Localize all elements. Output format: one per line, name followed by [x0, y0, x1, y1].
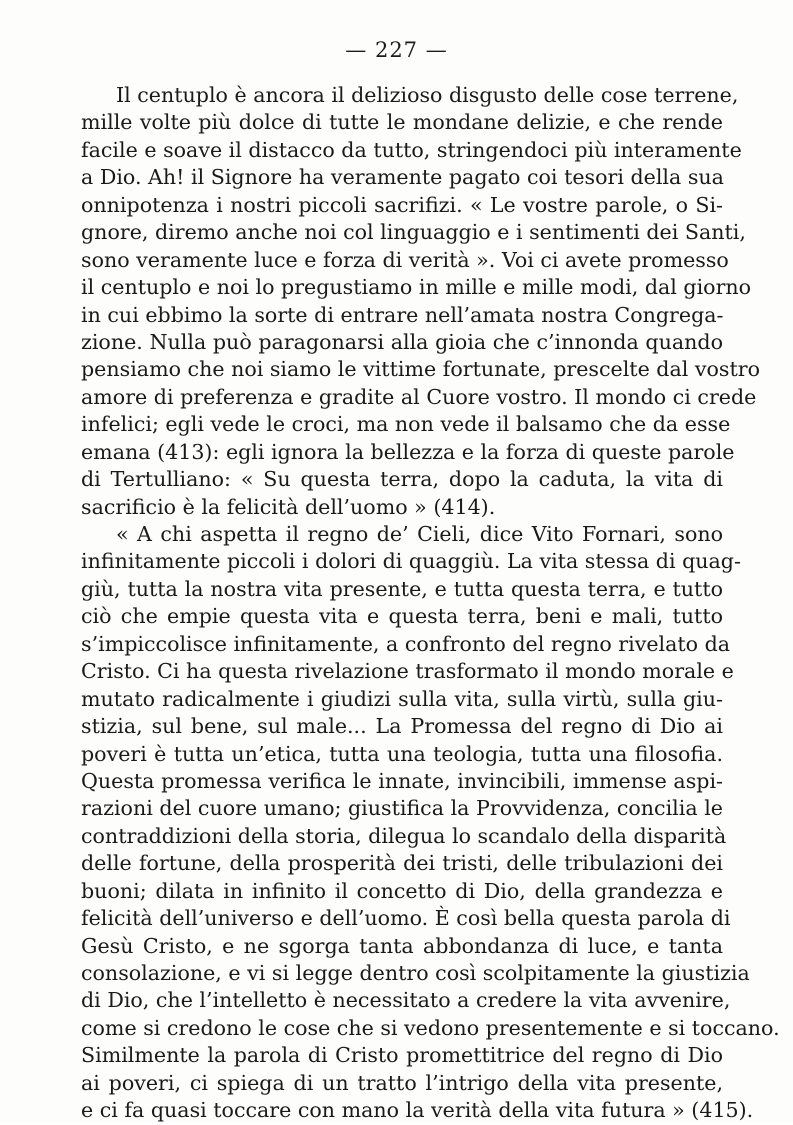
page-number: — 227 — [345, 38, 448, 62]
text-line: sono veramente luce e forza di verità ». Voi ci avete promesso [81, 247, 729, 272]
text-line: di Dio, che l’intelletto è necessitato a credere la vita avvenire, [81, 988, 731, 1013]
text-line: onnipotenza i nostri piccoli sacrifizi. « Le vostre parole, o Si- [81, 192, 723, 217]
text-line: di Tertulliano: « Su questa terra, dopo la caduta, la vita di [81, 467, 723, 492]
text-line: e ci fa quasi toccare con mano la verità della vita futura » (415). [81, 1098, 754, 1123]
text-line: delle fortune, della prosperità dei tristi, delle tribulazioni dei [81, 851, 723, 876]
text-line: Gesù Cristo, e ne sgorga tanta abbondanza di luce, e tanta [81, 933, 723, 958]
text-line: Il centuplo è ancora il delizioso disgusto delle cose terrene, [116, 83, 739, 107]
text-line: s’impiccolisce infinitamente, a confronto del regno rivelato da [81, 631, 731, 656]
text-line: facile e soave il distacco da tutto, stringendoci più interamente [81, 137, 742, 162]
text-line: ai poveri, ci spiega di un tratto l’intrigo della vita presente, [81, 1070, 723, 1095]
text-line: felicità dell’universo e dell’uomo. È così bella questa parola di [81, 906, 731, 931]
text-line: gnore, diremo anche noi col linguaggio e i sentimenti dei Santi, [81, 220, 746, 245]
text-line: ciò che empie questa vita e questa terra, beni e mali, tutto [81, 604, 723, 629]
text-line: sacrificio è la felicità dell’uomo » (414). [81, 494, 496, 519]
text-line: Similmente la parola di Cristo promettitrice del regno di Dio [81, 1043, 723, 1068]
text-line: poveri è tutta un’etica, tutta una teologia, tutta una filosofia. [81, 741, 723, 766]
text-line: come si credono le cose che si vedono presentemente e si toccano. [81, 1015, 780, 1040]
text-line: « A chi aspetta il regno de’ Cieli, dice Vito Fornari, sono [116, 522, 723, 546]
text-line: infinitamente piccoli i dolori di quaggiù. La vita stessa di quag- [81, 549, 741, 574]
text-line: infelici; egli vede le croci, ma non vede il balsamo che da esse [81, 412, 731, 437]
text-line: giù, tutta la nostra vita presente, e tutta questa terra, e tutto [81, 576, 723, 601]
text-line: contraddizioni della storia, dilegua lo scandalo della disparità [81, 823, 727, 848]
paragraph-1 [81, 82, 761, 521]
text-line: Questa promessa verifica le innate, invincibili, immense aspi- [81, 768, 723, 793]
text-line: emana (413): egli ignora la bellezza e la forza di queste parole [81, 439, 735, 464]
text-line: Cristo. Ci ha questa rivelazione trasformato il mondo morale e [81, 659, 734, 684]
text-line: amore di preferenza e gradite al Cuore vostro. Il mondo ci crede [81, 384, 757, 409]
paragraph-2 [81, 521, 780, 1125]
text-line: stizia, sul bene, sul male... La Promessa del regno di Dio ai [81, 714, 723, 739]
text-line: il centuplo e noi lo pregustiamo in mille e mille modi, dal giorno [81, 275, 752, 300]
text-line: consolazione, e vi si legge dentro così scolpitamente la giustizia [81, 961, 750, 985]
text-line: in cui ebbimo la sorte di entrare nell’amata nostra Congrega- [81, 302, 724, 327]
text-line: buoni; dilata in infinito il concetto di Dio, della grandezza e [81, 878, 723, 903]
text-line: a Dio. Ah! il Signore ha veramente pagato coi tesori della sua [81, 165, 724, 190]
text-line: zione. Nulla può paragonarsi alla gioia che c’innonda quando [81, 329, 723, 354]
text-line: pensiamo che noi siamo le vittime fortunate, prescelte dal vostro [81, 357, 761, 382]
text-line: razioni del cuore umano; giustifica la Provvidenza, concilia le [81, 796, 723, 821]
text-line: mille volte più dolce di tutte le mondane delizie, e che rende [81, 110, 723, 135]
body-text [81, 82, 780, 1125]
text-line: mutato radicalmente i giudizi sulla vita, sulla virtù, sulla giu- [81, 686, 723, 711]
